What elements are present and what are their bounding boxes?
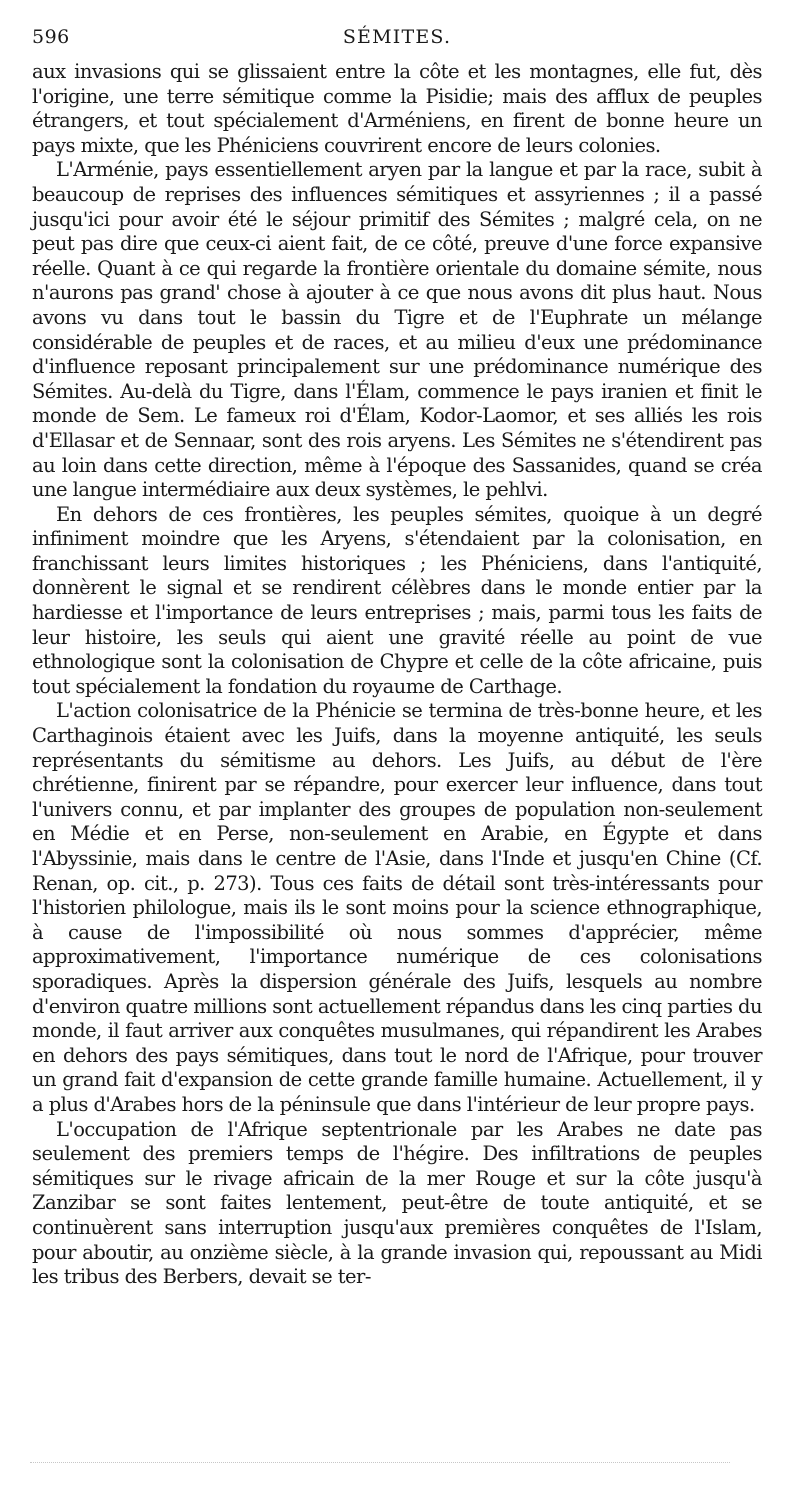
- paragraph-phenicie: L'action colonisatrice de la Phénicie se termina de très-bonne heure, et les Carthaginois étaient avec les Juifs, dans la moyenne antiquité, les seuls représentants du sémitisme au dehors. Les Juifs, au début de l'ère chrétienne, finirent par se répandre, pour exercer leur influence, dans tout l'univers connu, et par implanter des groupes de population non-seulement en Médie et en Perse, non-seulement en Arabie, en Égypte et dans l'Abyssinie, mais dans le centre de l'Asie, dans l'Inde et jusqu'en Chine (Cf. Renan, op. cit., p. 273). Tous ces faits de détail sont très-intéressants pour l'historien philologue, mais ils le sont moins pour la science ethnographique, à cause de l'impossibilité où nous sommes d'apprécier, même approximativement, l'importance numérique de ces colonisations sporadiques. Après la dispersion générale des Juifs, lesquels au nombre d'environ quatre millions sont actuellement répandus dans les cinq parties du monde, il faut arriver aux conquêtes musulmanes, qui répandirent les Arabes en dehors des pays sémitiques, dans tout le nord de l'Afrique, pour trouver un grand fait d'expansion de cette grande famille humaine. Actuellement, il y a plus d'Arabes hors de la péninsule que dans l'intérieur de leur propre pays.: [32, 699, 762, 1116]
- paragraph-afrique: L'occupation de l'Afrique septentrionale par les Arabes ne date pas seulement des premiers temps de l'hégire. Des infiltrations de peuples sémitiques sur le rivage africain de la mer Rouge et sur la côte jusqu'à Zanzibar se sont faites lentement, peut-être de toute antiquité, et se continuèrent sans interruption jusqu'aux premières conquêtes de l'Islam, pour aboutir, au onzième siècle, à la grande invasion qui, repoussant au Midi les tribus des Berbers, devait se ter-: [32, 1117, 762, 1289]
- paragraph-continuation: aux invasions qui se glissaient entre la côte et les montagnes, elle fut, dès l'origine, une terre sémitique comme la Pisidie; mais des afflux de peuples étrangers, et tout spécialement d'Arméniens, en firent de bonne heure un pays mixte, que les Phéniciens couvrirent encore de leurs colonies.: [32, 60, 762, 157]
- page-number: 596: [32, 26, 70, 48]
- paragraph-armenie: L'Arménie, pays essentiellement aryen par la langue et par la race, subit à beaucoup de reprises des influences sémitiques et assyriennes ; il a passé jusqu'ici pour avoir été le séjour primitif des Sémites ; malgré cela, on ne peut pas dire que ceux-ci aient fait, de ce côté, preuve d'une force expansive réelle. Quant à ce qui regarde la frontière orientale du domaine sémite, nous n'aurons pas grand' chose à ajouter à ce que nous avons dit plus haut. Nous avons vu dans tout le bassin du Tigre et de l'Euphrate un mélange considérable de peuples et de races, et au milieu d'eux une prédominance d'influence reposant principalement sur une prédominance numérique des Sémites. Au-delà du Tigre, dans l'Élam, commence le pays iranien et finit le monde de Sem. Le fameux roi d'Élam, Kodor-Laomor, et ses alliés les rois d'Ellasar et de Sennaar, sont des rois aryens. Les Sémites ne s'étendirent pas au loin dans cette direction, même à l'époque des Sassanides, quand se créa une langue intermédiaire aux deux systèmes, le pehlvi.: [32, 158, 762, 502]
- running-title: SÉMITES.: [342, 26, 452, 48]
- body-text: [32, 60, 762, 1290]
- paragraph-frontieres: En dehors de ces frontières, les peuples sémites, quoique à un degré infiniment moindre que les Aryens, s'étendaient par la colonisation, en franchissant leurs limites historiques ; les Phéniciens, dans l'antiquité, donnèrent le signal et se rendirent célèbres dans le monde entier par la hardiesse et l'importance de leurs entreprises ; mais, parmi tous les faits de leur histoire, les seuls qui aient une gravité réelle au point de vue ethnologique sont la colonisation de Chypre et celle de la côte africaine, puis tout spécialement la fondation du royaume de Carthage.: [32, 502, 762, 698]
- running-head: [32, 26, 762, 60]
- scan-artifact-line: [30, 1462, 730, 1467]
- book-page: [32, 26, 762, 1290]
